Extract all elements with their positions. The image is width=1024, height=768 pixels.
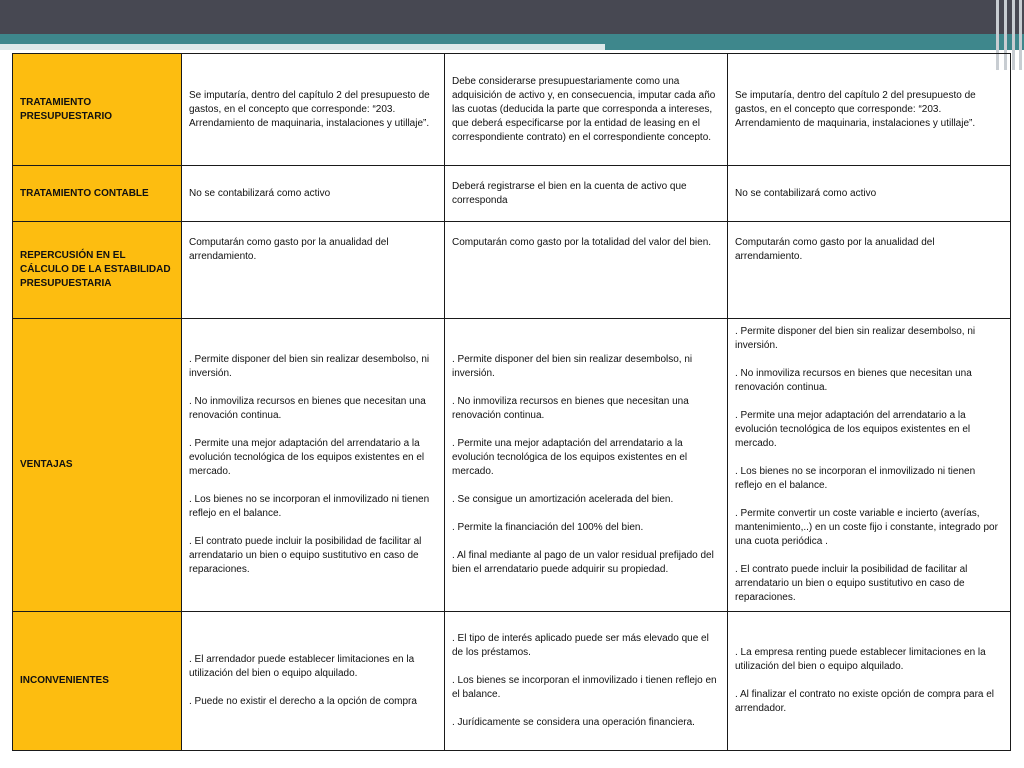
table-cell (728, 319, 1011, 612)
cell-paragraph: . Jurídicamente se considera una operación financiera. (452, 717, 695, 728)
cell-paragraph: . Permite disponer del bien sin realizar desembolso, ni inversión. (189, 354, 430, 379)
cell-paragraph: . Permite la financiación del 100% del bien. (452, 522, 644, 533)
table-row (13, 319, 1011, 612)
table-row (13, 222, 1011, 319)
cell-paragraph: . Los bienes no se incorporan el inmovilizado ni tienen reflejo en el balance. (189, 494, 430, 519)
cell-paragraph: . Los bienes se incorporan el inmovilizado i tienen reflejo en el balance. (452, 675, 717, 700)
table-cell (445, 222, 728, 319)
row-label: INCONVENIENTES (13, 612, 182, 751)
cell-paragraph: No se contabilizará como activo (735, 187, 877, 199)
cell-paragraph: . El contrato puede incluir la posibilidad de facilitar al arrendatario un bien o equipo sustitutivo en caso de reparaciones. (189, 536, 422, 575)
cell-paragraph: Computarán como gasto por la anualidad del arrendamiento. (189, 237, 389, 262)
cell-paragraph: . El contrato puede incluir la posibilidad de facilitar al arrendatario un bien o equipo sustitutivo en caso de reparaciones. (735, 564, 968, 603)
table-cell (445, 612, 728, 751)
table-cell (182, 222, 445, 319)
table-cell (728, 222, 1011, 319)
cell-paragraph: Se imputaría, dentro del capítulo 2 del presupuesto de gastos, en el concepto que corresponde: “203. Arrendamiento de maquinaria, instalaciones y utillaje”. (735, 89, 976, 129)
cell-paragraph: . Se consigue un amortización acelerada del bien. (452, 494, 674, 505)
cell-paragraph: . La empresa renting puede establecer limitaciones en la utilización del bien o equipo alquilado. (735, 647, 986, 672)
cell-paragraph: . No inmoviliza recursos en bienes que necesitan una renovación continua. (189, 396, 426, 421)
cell-paragraph: Se imputaría, dentro del capítulo 2 del presupuesto de gastos, en el concepto que corresponde: “203. Arrendamiento de maquinaria, instalaciones y utillaje”. (189, 89, 430, 129)
cell-paragraph: . Permite una mejor adaptación del arrendatario a la evolución tecnológica de los equipos existentes en el mercado. (735, 410, 971, 449)
row-label: TRATAMIENTO CONTABLE (13, 166, 182, 222)
cell-paragraph: . Permite una mejor adaptación del arrendatario a la evolución tecnológica de los equipos existentes en el mercado. (189, 438, 425, 477)
cell-paragraph: . No inmoviliza recursos en bienes que necesitan una renovación continua. (735, 368, 972, 393)
cell-paragraph: Debe considerarse presupuestariamente como una adquisición de activo y, en consecuencia, imputar cada año las cuotas (deducida la parte que corresponda a intereses, que deberá especificarse por la entidad de leasing en el correspondiente contrato) en el correspondiente concepto. (452, 75, 716, 143)
table-cell (182, 612, 445, 751)
table-cell (728, 612, 1011, 751)
cell-paragraph: . No inmoviliza recursos en bienes que necesitan una renovación continua. (452, 396, 689, 421)
table-cell (728, 54, 1011, 166)
header-accent-stripe-right (605, 44, 1024, 50)
table-cell (445, 166, 728, 222)
decorative-line (1012, 0, 1015, 70)
cell-paragraph: . El arrendador puede establecer limitaciones en la utilización del bien o equipo alquilado. (189, 654, 415, 679)
row-label: REPERCUSIÓN EN EL CÁLCULO DE LA ESTABILIDAD PRESUPUESTARIA (13, 222, 182, 319)
row-label: TRATAMIENTO PRESUPUESTARIO (13, 54, 182, 166)
cell-paragraph: . Permite una mejor adaptación del arrendatario a la evolución tecnológica de los equipos existentes en el mercado. (452, 438, 688, 477)
table-row (13, 612, 1011, 751)
table-cell (445, 319, 728, 612)
cell-paragraph: Deberá registrarse el bien en la cuenta de activo que corresponda (452, 180, 687, 206)
decorative-line (1019, 0, 1022, 70)
row-label: VENTAJAS (13, 319, 182, 612)
cell-paragraph: Computarán como gasto por la anualidad del arrendamiento. (735, 237, 935, 262)
table-row (13, 54, 1011, 166)
table-cell (182, 166, 445, 222)
header-light-stripe (0, 44, 605, 50)
comparison-table (12, 53, 1010, 750)
cell-paragraph: . Al final mediante al pago de un valor residual prefijado del bien el arrendatario puede adquirir su propiedad. (452, 550, 714, 575)
cell-paragraph: . Permite convertir un coste variable e incierto (averías, mantenimiento,..) en un coste fijo i constante, integrado por una cuota periódica . (735, 508, 998, 547)
cell-paragraph: . Los bienes no se incorporan el inmovilizado ni tienen reflejo en el balance. (735, 466, 976, 491)
header-accent-stripe (0, 34, 1024, 44)
cell-paragraph: . Al finalizar el contrato no existe opción de compra para el arrendador. (735, 689, 995, 714)
cell-paragraph: No se contabilizará como activo (189, 187, 331, 199)
cell-paragraph: Computarán como gasto por la totalidad del valor del bien. (452, 237, 712, 248)
table-row (13, 166, 1011, 222)
cell-paragraph: . Permite disponer del bien sin realizar desembolso, ni inversión. (735, 326, 976, 351)
cell-paragraph: . Permite disponer del bien sin realizar desembolso, ni inversión. (452, 354, 693, 379)
cell-paragraph: . Puede no existir el derecho a la opción de compra (189, 696, 417, 707)
cell-paragraph: . El tipo de interés aplicado puede ser más elevado que el de los préstamos. (452, 633, 709, 658)
table-cell (182, 54, 445, 166)
header-bar (0, 0, 1024, 34)
table-cell (728, 166, 1011, 222)
table-cell (445, 54, 728, 166)
table-cell (182, 319, 445, 612)
